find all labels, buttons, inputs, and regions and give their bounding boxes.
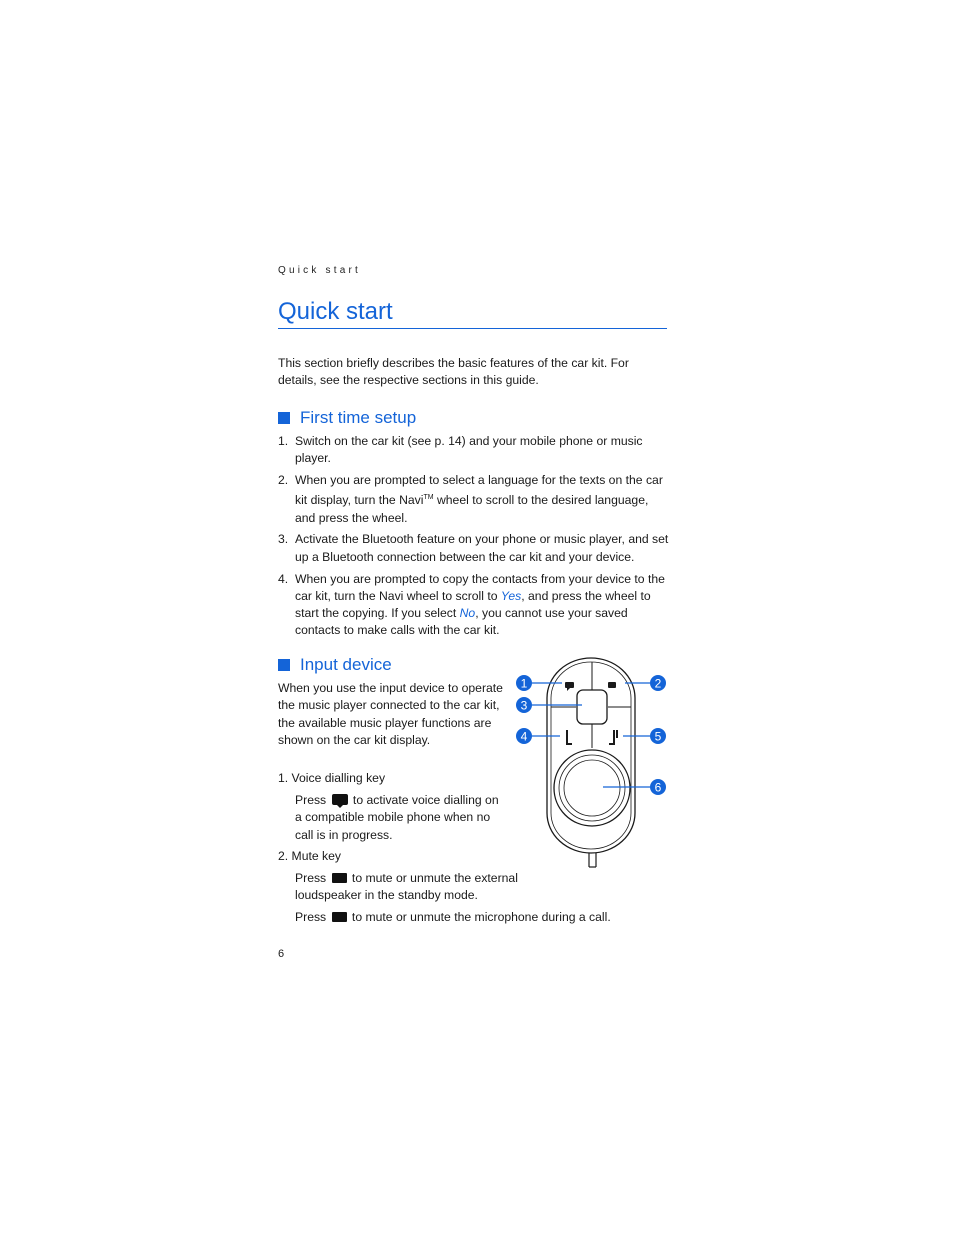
page-number: 6 — [278, 948, 285, 960]
center-select-key — [577, 690, 607, 724]
callouts — [516, 675, 666, 795]
list-item — [278, 571, 670, 640]
svg-text:6: 6 — [654, 780, 662, 795]
svg-text:2: 2 — [654, 676, 662, 691]
trademark-mark: TM — [423, 494, 434, 502]
setup-steps — [278, 433, 670, 644]
device-body-outer — [547, 658, 635, 853]
input-device-intro: When you use the input device to operate the music player connected to the car kit, the available music player functions are shown on the car kit display. — [278, 681, 503, 747]
call-end-symbol-icon — [567, 730, 572, 744]
callout-2 — [650, 675, 666, 691]
step-text — [295, 571, 670, 640]
item-mute-desc-b — [295, 909, 675, 926]
callout-5 — [650, 728, 666, 744]
section-heading-input-device — [278, 655, 392, 675]
svg-text:3: 3 — [520, 698, 528, 713]
callout-6 — [650, 779, 666, 795]
option-no: No — [459, 606, 476, 621]
section-heading-label: First time setup — [300, 408, 417, 427]
item-voice-dialling-title: 1. Voice dialling key — [278, 771, 386, 785]
press-label: Press — [295, 871, 327, 885]
section-heading-label: Input device — [300, 655, 392, 674]
step-text-part: wheel to scroll to the desired language, and press the wheel. — [295, 493, 649, 525]
step-text-part: When you are prompted to copy the contacts from your device to the car kit, turn the Navi wheel to scroll to — [295, 571, 665, 603]
desc-text: to activate voice dialling on a compatible mobile phone when no call is in progress. — [295, 793, 499, 842]
list-item — [278, 472, 670, 527]
item-mute-title: 2. Mute key — [278, 849, 341, 863]
step-text — [295, 472, 670, 527]
item-mute-desc-a — [295, 870, 535, 905]
step-number: 4. — [278, 571, 289, 586]
voice-dial-key-icon — [332, 794, 348, 805]
step-text-part: , you cannot use your saved contacts to make calls with the car kit. — [295, 606, 628, 638]
list-item — [278, 531, 670, 566]
press-label: Press — [295, 910, 327, 924]
intro-paragraph: This section briefly describes the basic features of the car kit. For details, see the respective sections in this guide. — [278, 356, 629, 388]
desc-text: to mute or unmute the external loudspeaker in the standby mode. — [295, 871, 518, 903]
svg-text:1: 1 — [520, 676, 528, 691]
desc-text: to mute or unmute the microphone during a call. — [348, 910, 611, 924]
mute-symbol-icon — [608, 682, 616, 688]
running-head: Quick start — [278, 265, 361, 276]
step-text: Activate the Bluetooth feature on your phone or music player, and set up a Bluetooth connection between the car kit and your device. — [295, 532, 669, 564]
section-bullet-icon — [278, 659, 290, 671]
item-voice-dialling-desc — [295, 792, 503, 844]
section-bullet-icon — [278, 412, 290, 424]
navi-wheel-ring — [559, 755, 625, 821]
press-label: Press — [295, 793, 327, 807]
step-number: 1. — [278, 434, 289, 448]
callout-1 — [516, 675, 532, 691]
step-number: 3. — [278, 532, 289, 547]
list-item — [278, 433, 670, 468]
voice-dial-tail — [567, 688, 570, 691]
page-title: Quick start — [278, 296, 667, 329]
navi-wheel-outer — [554, 750, 630, 826]
key-symbols — [565, 682, 617, 744]
callout-lines — [532, 683, 650, 787]
step-text-part: , and press the wheel to start the copying. If you select — [295, 588, 651, 621]
option-yes: Yes — [500, 588, 522, 603]
step-text-part: When you are prompted to select a language for the texts on the car kit display, turn the Navi — [295, 473, 663, 508]
callout-3 — [516, 697, 532, 713]
mute-key-icon — [332, 873, 347, 883]
svg-text:5: 5 — [654, 729, 662, 744]
svg-text:4: 4 — [520, 729, 528, 744]
step-text: Switch on the car kit (see p. 14) and your mobile phone or music player. — [295, 434, 643, 466]
step-number: 2. — [278, 473, 289, 488]
section-heading-first-time-setup — [278, 408, 416, 428]
voice-dial-symbol-icon — [565, 682, 574, 688]
input-device-diagram — [510, 652, 675, 872]
callout-4 — [516, 728, 532, 744]
mute-key-icon — [332, 912, 347, 922]
navi-wheel-inner — [564, 760, 620, 816]
call-start-symbol-icon — [609, 730, 617, 744]
